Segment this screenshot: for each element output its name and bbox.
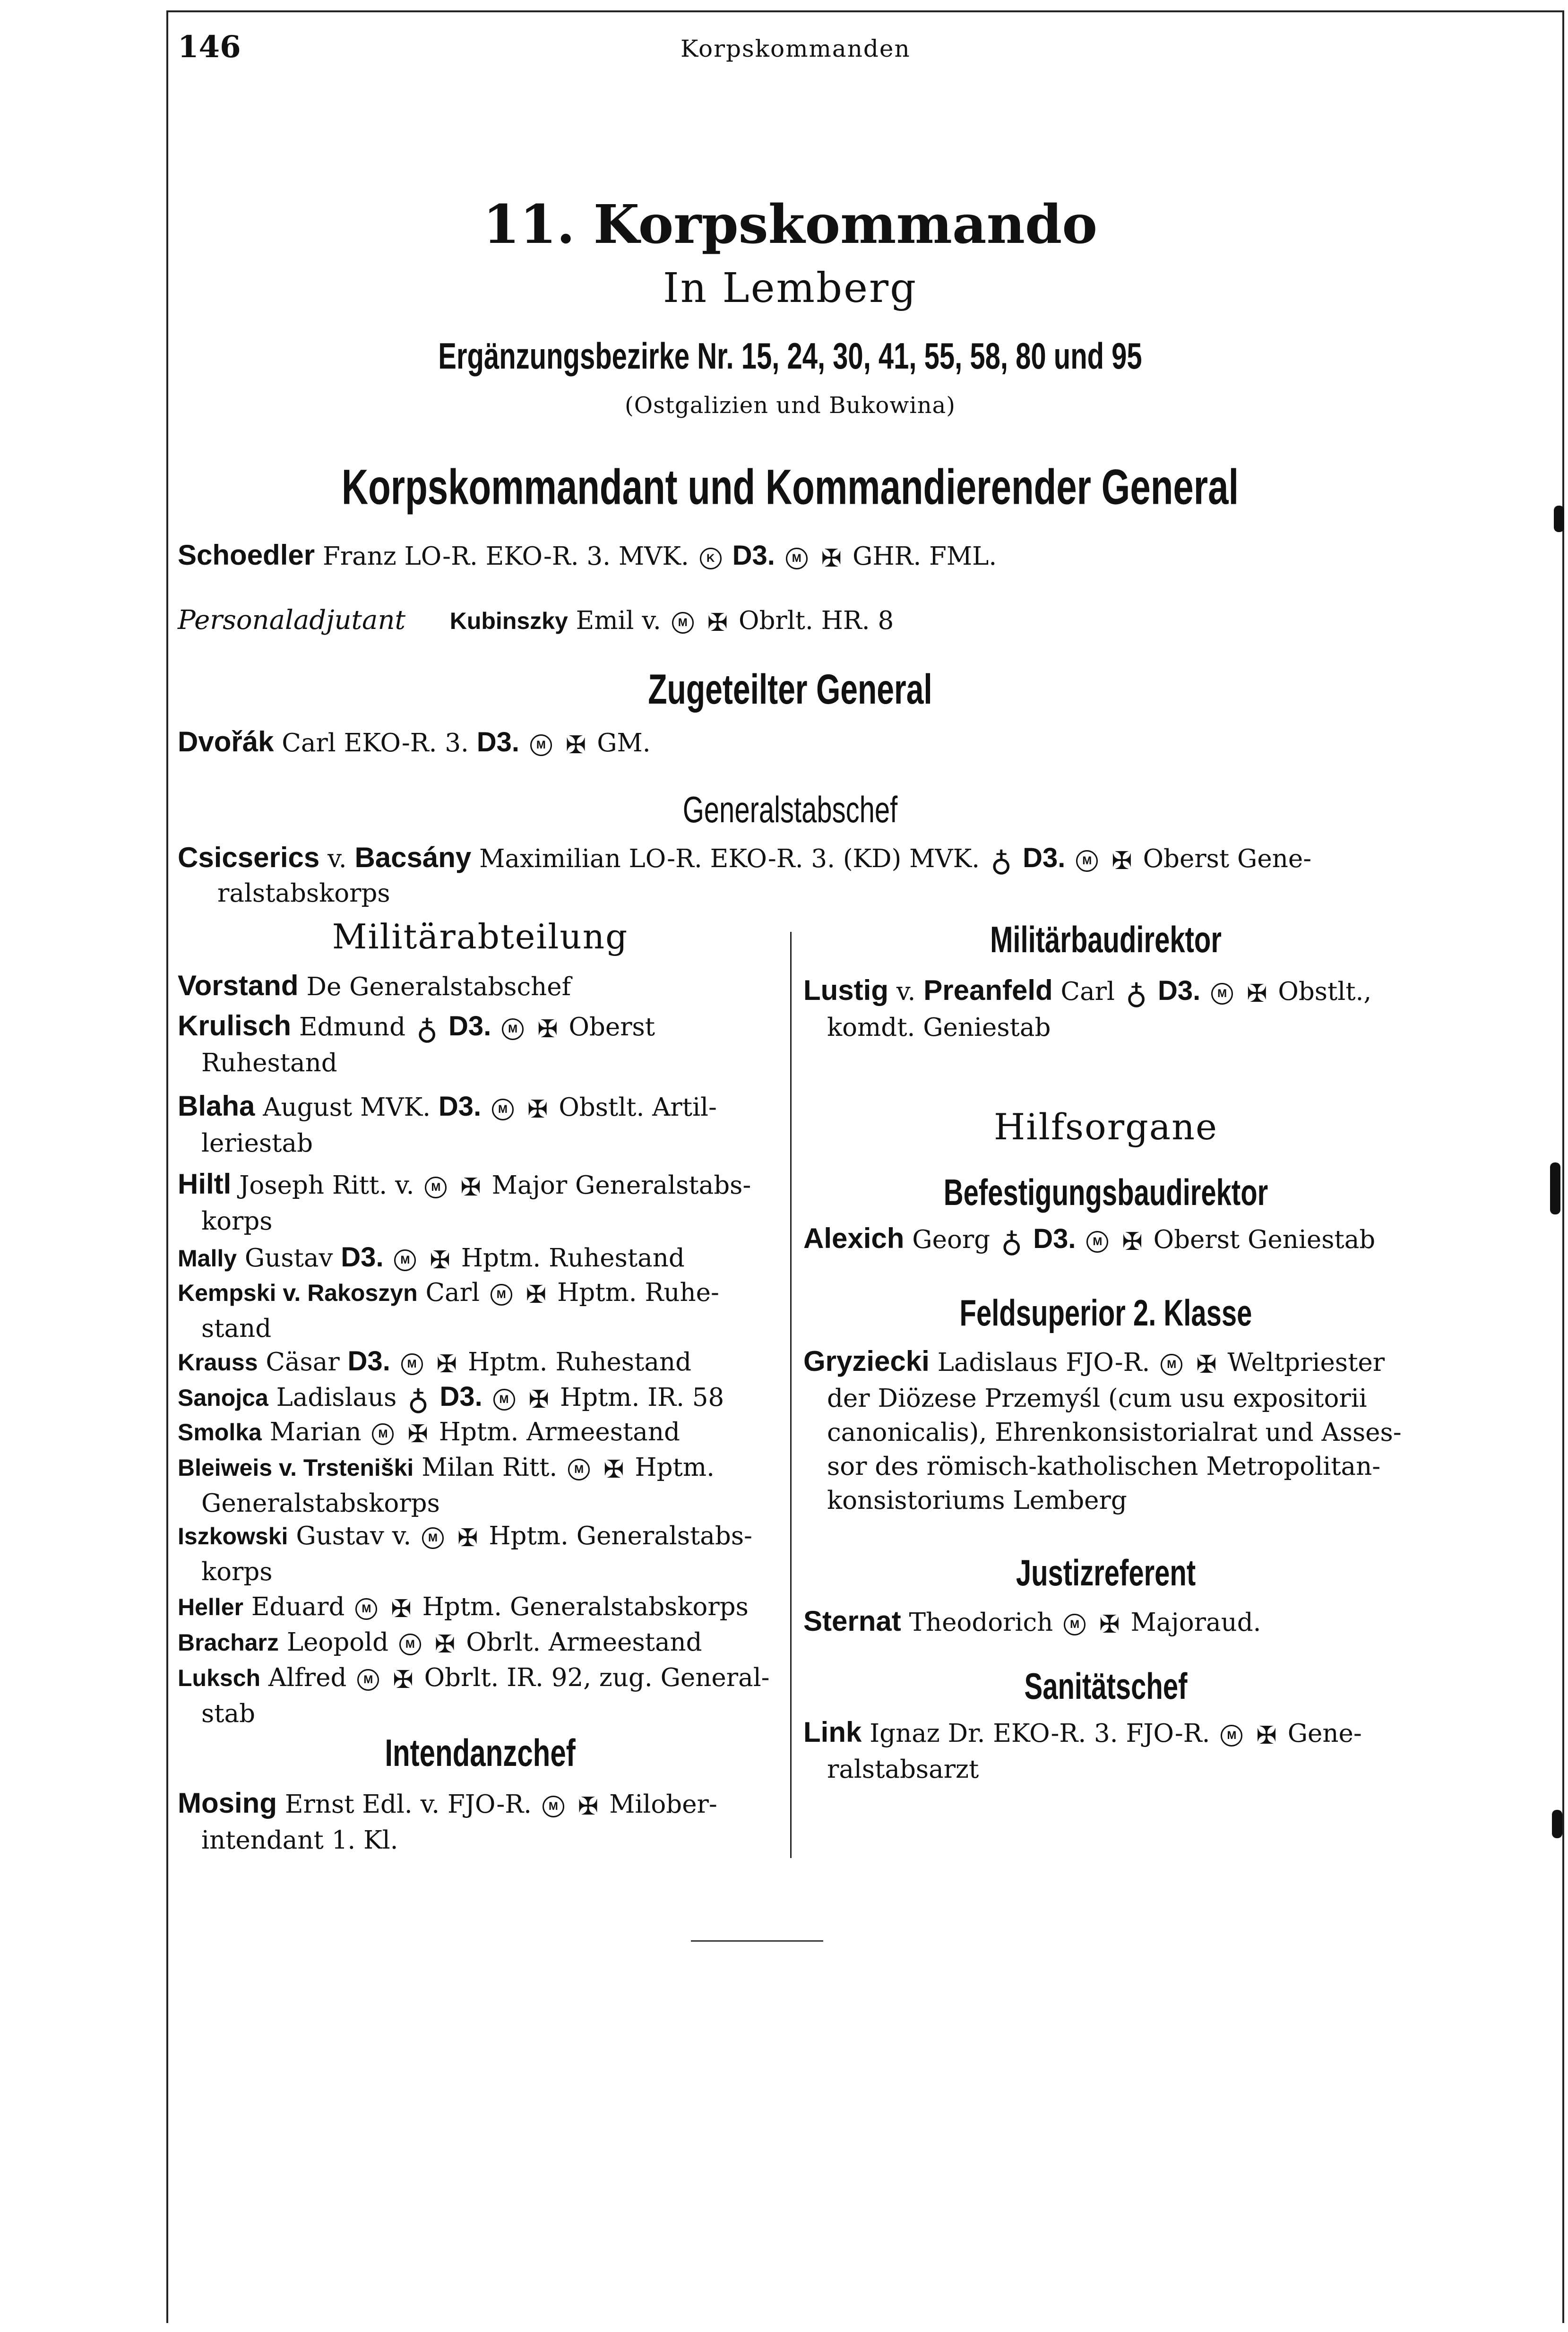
bef-heading <box>803 1171 1408 1213</box>
list-item <box>178 1415 792 1451</box>
commander-heading <box>166 458 1414 515</box>
cross-icon: ✠ <box>1099 1610 1120 1639</box>
vorstand-label: Vorstand <box>178 970 299 1001</box>
list-item <box>803 1604 1413 1642</box>
lustig-cont: komdt. Geniestab <box>827 1013 1051 1042</box>
m-medal-icon: M <box>543 1796 564 1817</box>
m-medal-icon: M <box>568 1459 590 1480</box>
blaha-rank: Obstlt. Artil- <box>559 1093 717 1122</box>
bleiweis-name: Bleiweis v. Trsteniški <box>178 1454 414 1481</box>
mosing-rank: Milober- <box>609 1790 717 1819</box>
gryziecki-rank: Weltpriester <box>1227 1348 1385 1377</box>
districts-text: Ergänzungsbezirke Nr. 15, 24, 30, 41, 55, 58, 80 und 95 <box>438 335 1142 377</box>
cross-icon: ✠ <box>460 1173 481 1202</box>
m-medal-icon: M <box>1086 1231 1108 1253</box>
bef-heading-text: Befestigungsbaudirektor <box>943 1171 1268 1213</box>
cross-icon: ✠ <box>1122 1227 1143 1256</box>
bacsany-name: Bacsány <box>354 842 472 873</box>
m-medal-icon: M <box>1211 983 1233 1005</box>
smolka-rank: Hptm. Armeestand <box>439 1418 680 1446</box>
cross-icon: ✠ <box>436 1350 457 1378</box>
m-medal-icon: M <box>422 1527 444 1549</box>
hiltl-cont: korps <box>201 1206 273 1236</box>
cross-icon: ✠ <box>526 1280 547 1309</box>
intendant-heading-text: Intendanzchef <box>385 1731 576 1774</box>
d3-mark: D3. <box>341 1242 384 1273</box>
cross-icon: ✠ <box>457 1523 478 1552</box>
m-medal-icon: M <box>399 1634 421 1655</box>
list-item <box>178 1240 792 1277</box>
sanojca-name: Sanojca <box>178 1385 268 1411</box>
dvorak-rank: GM. <box>597 729 651 757</box>
cross-icon: ✠ <box>821 544 842 573</box>
hiltl-text: Joseph Ritt. v. <box>239 1171 414 1200</box>
assigned-general-entry <box>178 725 651 759</box>
list-item <box>178 1451 792 1521</box>
assigned-general-heading <box>166 665 1414 713</box>
hiltl-rank: Major Generalstabs- <box>491 1171 751 1200</box>
adjutant-name: Kubinszky <box>449 608 568 634</box>
edge-mark <box>1552 1810 1562 1838</box>
preanfeld-name: Preanfeld <box>923 974 1053 1006</box>
d3-mark: D3. <box>1033 1223 1076 1254</box>
smolka-text: Marian <box>269 1418 362 1446</box>
bracharz-rank: Obrlt. Armeestand <box>466 1628 702 1657</box>
d3-mark: D3. <box>732 540 775 571</box>
edge-mark <box>1550 1162 1560 1214</box>
dvorak-name: Dvořák <box>178 726 274 757</box>
bleiweis-text: Milan Ritt. <box>422 1453 558 1482</box>
gryziecki-cont: der Diözese Przemyśl (cum usu expositorii <box>827 1384 1367 1413</box>
cross-icon: ✠ <box>577 1792 599 1821</box>
kempski-cont: stand <box>201 1314 272 1343</box>
m-medal-icon: M <box>1064 1614 1086 1635</box>
sanojca-rank: Hptm. IR. 58 <box>560 1383 724 1412</box>
blaha-name: Blaha <box>178 1090 255 1122</box>
m-medal-icon: M <box>493 1389 515 1411</box>
list-item <box>803 1222 1413 1259</box>
page-number: 146 <box>178 29 241 65</box>
commander-heading-text: Korpskommandant und Kommandierender General <box>341 458 1239 515</box>
gryziecki-cont: canonicalis), Ehrenkonsistorialrat und Asses- <box>827 1418 1402 1447</box>
feld-heading-text: Feldsuperior 2. Klasse <box>959 1292 1252 1334</box>
location-subtitle: In Lemberg <box>663 265 918 312</box>
m-medal-icon: M <box>372 1423 394 1445</box>
bracharz-text: Leopold <box>286 1628 389 1657</box>
cross-icon: ✠ <box>434 1630 456 1659</box>
commander-rank: GHR. FML. <box>852 542 997 571</box>
d3-mark: D3. <box>438 1091 482 1122</box>
cross-icon: ✠ <box>1196 1350 1217 1379</box>
luksch-name: Luksch <box>178 1665 261 1691</box>
krulisch-text: Edmund <box>299 1013 405 1041</box>
k-medal-icon: K <box>700 548 722 569</box>
name-particle: v. <box>327 844 347 873</box>
list-item <box>803 1344 1413 1518</box>
list-item <box>178 1167 792 1239</box>
vorstand-text: De Generalstabschef <box>306 972 571 1001</box>
gryziecki-cont: sor des römisch-katholischen Metropolitan- <box>827 1452 1381 1481</box>
chief-of-staff-entry <box>178 841 1311 878</box>
luksch-rank: Obrlt. IR. 92, zug. General- <box>424 1663 770 1692</box>
hilfs-heading: Hilfsorgane <box>994 1106 1218 1148</box>
mally-rank: Hptm. Ruhestand <box>461 1244 685 1273</box>
csicserics-rank: Oberst Gene- <box>1143 844 1312 873</box>
sternat-name: Sternat <box>803 1605 901 1637</box>
hiltl-name: Hiltl <box>178 1168 232 1200</box>
luksch-cont: stab <box>201 1699 256 1728</box>
krulisch-cont: Ruhestand <box>201 1048 337 1077</box>
list-item <box>178 1276 792 1346</box>
cross-icon: ✠ <box>1246 979 1267 1008</box>
heller-rank: Hptm. Generalstabskorps <box>422 1592 749 1621</box>
list-item <box>178 1786 792 1858</box>
cross-icon: ✠ <box>407 1420 428 1448</box>
link-cont: ralstabsarzt <box>827 1755 979 1784</box>
kempski-rank: Hptm. Ruhe- <box>557 1278 719 1307</box>
heller-name: Heller <box>178 1594 243 1620</box>
csicserics-cont: ralstabskorps <box>217 879 390 908</box>
list-item <box>178 1009 792 1080</box>
lustig-rank: Obstlt., <box>1278 977 1372 1006</box>
luksch-text: Alfred <box>268 1663 347 1692</box>
cross-icon: ✠ <box>1111 846 1132 875</box>
region-line: (Ostgalizien und Bukowina) <box>625 392 956 419</box>
commander-name: Schoedler <box>178 539 315 571</box>
sternat-rank: Majoraud. <box>1130 1608 1261 1637</box>
m-medal-icon: M <box>491 1284 512 1306</box>
d3-mark: D3. <box>1023 843 1066 873</box>
san-heading-text: Sanitätschef <box>1024 1665 1188 1707</box>
name-particle: v. <box>896 977 916 1006</box>
iszkowski-cont: korps <box>201 1557 273 1586</box>
cross-icon: ✠ <box>565 731 586 759</box>
iszkowski-text: Gustav v. <box>296 1522 412 1550</box>
cross-icon: ✠ <box>391 1594 412 1623</box>
alexich-name: Alexich <box>803 1222 905 1254</box>
d3-mark: D3. <box>476 727 520 757</box>
blaha-cont: leriestab <box>201 1128 313 1158</box>
mally-name: Mally <box>178 1245 237 1272</box>
cross-icon: ✠ <box>393 1665 414 1694</box>
adjutant-rank: Obrlt. HR. 8 <box>739 606 894 635</box>
medal-icon: ♁ <box>407 1382 429 1417</box>
list-item <box>178 1344 792 1381</box>
cross-icon: ✠ <box>527 1095 548 1124</box>
cross-icon: ✠ <box>603 1455 624 1484</box>
districts-line <box>166 335 1414 377</box>
assigned-general-heading-text: Zugeteilter General <box>648 665 932 713</box>
gryziecki-cont: konsistoriums Lemberg <box>827 1486 1127 1515</box>
kempski-text: Carl <box>425 1278 480 1307</box>
m-medal-icon: M <box>355 1598 377 1620</box>
list-item <box>803 973 1413 1045</box>
m-medal-icon: M <box>394 1249 416 1271</box>
d3-mark: D3. <box>448 1011 491 1041</box>
commander-entry <box>178 539 997 573</box>
gryziecki-name: Gryziecki <box>803 1345 930 1377</box>
mosing-name: Mosing <box>178 1787 277 1819</box>
feld-heading <box>803 1292 1408 1334</box>
mosing-text: Ernst Edl. v. FJO-R. <box>284 1790 532 1819</box>
cross-icon: ✠ <box>528 1385 549 1414</box>
justiz-heading-text: Justizreferent <box>1016 1552 1196 1594</box>
m-medal-icon: M <box>1161 1354 1182 1376</box>
lustig-name: Lustig <box>803 974 888 1006</box>
mally-text: Gustav <box>244 1244 333 1273</box>
bau-heading <box>803 919 1408 961</box>
heller-text: Eduard <box>251 1592 345 1621</box>
m-medal-icon: M <box>502 1018 524 1040</box>
sanojca-text: Ladislaus <box>276 1383 397 1412</box>
dvorak-text: Carl EKO-R. 3. <box>282 729 469 757</box>
krauss-rank: Hptm. Ruhestand <box>467 1348 692 1377</box>
commander-text: Franz LO-R. EKO-R. 3. MVK. <box>322 542 689 571</box>
m-medal-icon: M <box>492 1099 514 1120</box>
alexich-rank: Oberst Geniestab <box>1153 1225 1376 1254</box>
san-heading <box>803 1665 1408 1707</box>
intendant-heading <box>178 1731 783 1774</box>
bracharz-name: Bracharz <box>178 1629 279 1656</box>
cross-icon: ✠ <box>1256 1721 1277 1750</box>
krulisch-rank: Oberst <box>569 1013 655 1041</box>
d3-mark: D3. <box>1158 975 1201 1006</box>
adjutant-entry <box>178 605 894 637</box>
iszkowski-rank: Hptm. Generalstabs- <box>489 1522 752 1550</box>
left-column-heading: Militärabteilung <box>332 917 629 956</box>
m-medal-icon: M <box>530 734 552 756</box>
link-text: Ignaz Dr. EKO-R. 3. FJO-R. <box>870 1719 1210 1748</box>
cross-icon: ✠ <box>707 608 728 637</box>
m-medal-icon: M <box>401 1353 423 1375</box>
bleiweis-cont: Generalstabskorps <box>201 1489 440 1518</box>
sternat-text: Theodorich <box>909 1608 1053 1637</box>
link-name: Link <box>803 1716 862 1748</box>
adjutant-label: Personaladjutant <box>178 605 406 636</box>
list-item <box>178 1519 792 1589</box>
d3-mark: D3. <box>347 1346 390 1377</box>
link-rank: Gene- <box>1287 1719 1362 1748</box>
bleiweis-rank: Hptm. <box>635 1453 715 1482</box>
d3-mark: D3. <box>439 1381 482 1412</box>
iszkowski-name: Iszkowski <box>178 1523 288 1549</box>
adjutant-text: Emil v. <box>576 606 661 635</box>
medal-icon: ♁ <box>1001 1224 1023 1259</box>
list-item <box>178 1089 792 1161</box>
m-medal-icon: M <box>425 1177 447 1198</box>
edge-mark <box>1554 506 1564 532</box>
list-item <box>178 1626 792 1661</box>
page-title: 11. Korpskommando <box>482 194 1098 256</box>
krulisch-name: Krulisch <box>178 1010 292 1041</box>
list-item <box>178 969 792 1004</box>
m-medal-icon: M <box>786 548 808 569</box>
list-item <box>178 1380 792 1417</box>
medal-icon: ♁ <box>416 1011 438 1046</box>
medal-icon: ♁ <box>1125 976 1147 1011</box>
m-medal-icon: M <box>672 612 694 634</box>
list-item <box>178 1661 792 1731</box>
cross-icon: ✠ <box>430 1246 450 1274</box>
m-medal-icon: M <box>1076 850 1098 872</box>
krauss-name: Krauss <box>178 1349 258 1376</box>
bau-heading-text: Militärbaudirektor <box>990 919 1222 961</box>
running-title: Korpskommanden <box>681 35 911 62</box>
csicserics-name: Csicserics <box>178 842 320 873</box>
chief-of-staff-heading-text: Generalstabschef <box>682 789 898 831</box>
justiz-heading <box>803 1552 1408 1594</box>
chief-of-staff-heading <box>166 789 1414 831</box>
krauss-text: Cäsar <box>266 1348 340 1377</box>
m-medal-icon: M <box>357 1669 379 1691</box>
bottom-rule <box>691 1940 823 1942</box>
gryziecki-text: Ladislaus FJO-R. <box>937 1348 1150 1377</box>
list-item <box>178 1590 792 1626</box>
list-item <box>803 1715 1413 1787</box>
kempski-name: Kempski v. Rakoszyn <box>178 1280 418 1306</box>
medal-icon: ♁ <box>990 843 1012 878</box>
m-medal-icon: M <box>1221 1725 1242 1747</box>
alexich-text: Georg <box>912 1225 991 1254</box>
lustig-text: Carl <box>1060 977 1115 1006</box>
cross-icon: ✠ <box>537 1015 558 1043</box>
csicserics-text: Maximilian LO-R. EKO-R. 3. (KD) MVK. <box>479 844 980 873</box>
blaha-text: August MVK. <box>263 1093 431 1122</box>
smolka-name: Smolka <box>178 1419 262 1446</box>
mosing-cont: intendant 1. Kl. <box>201 1825 398 1855</box>
